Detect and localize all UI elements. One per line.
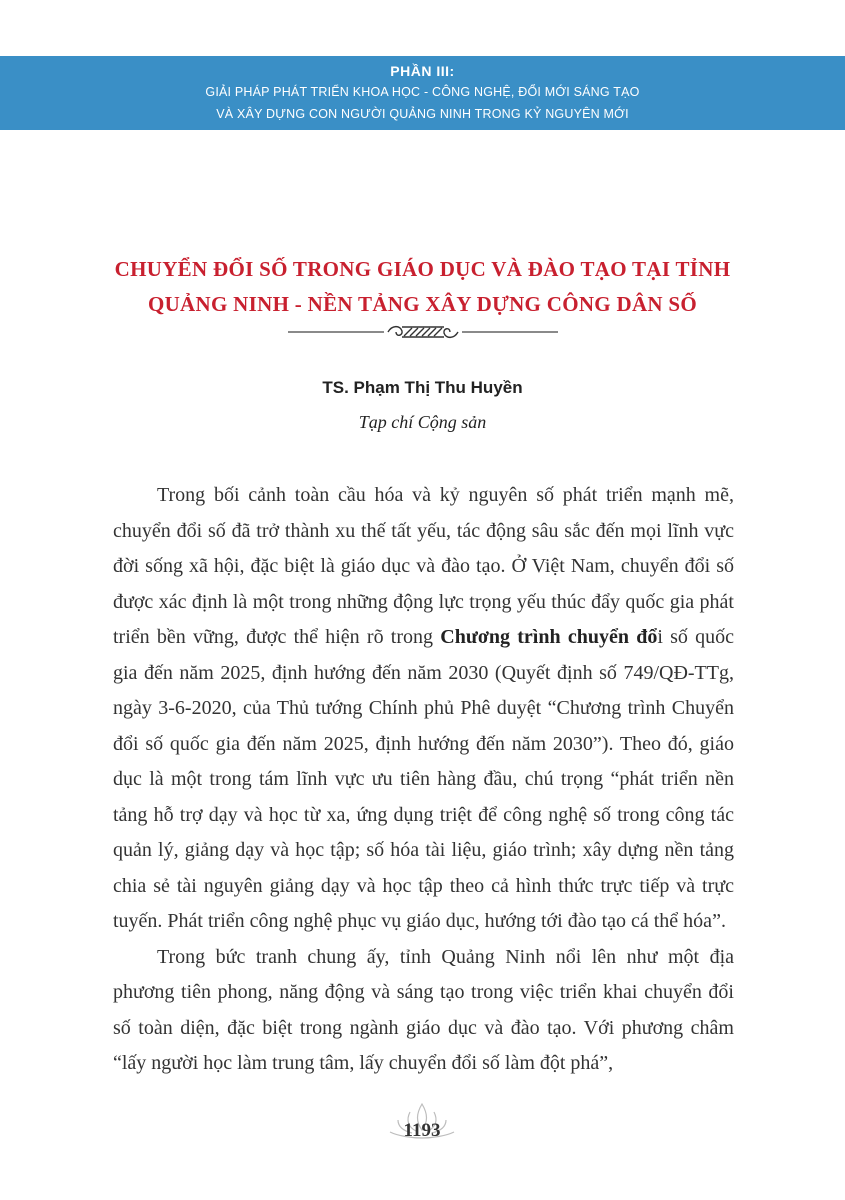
article-title <box>60 252 785 322</box>
article-body <box>113 478 734 1082</box>
page-number-block <box>372 1100 472 1150</box>
article-title-line2: QUẢNG NINH - NỀN TẢNG XÂY DỰNG CÔNG DÂN SỐ <box>147 292 698 316</box>
page-number: 1193 <box>403 1120 441 1141</box>
part-label: PHẦN III: <box>390 63 455 79</box>
author-name: TS. Phạm Thị Thu Huyền <box>322 378 523 397</box>
body-paragraph-2: Trong bức tranh chung ấy, tỉnh Quảng Ninh nổi lên như một địa phương tiên phong, năng động và sáng tạo trong việc triển khai chuyển đổi số toàn diện, đặc biệt trong ngành giáo dục và đào tạo. Với phương châm “lấy người học làm trung tâm, lấy chuyển đổi số làm đột phá”, <box>113 945 734 1074</box>
paragraph-1-text-a: Trong bối cảnh toàn cầu hóa và kỷ nguyên số phát triển mạnh mẽ, chuyển đổi số đã trở thành xu thế tất yếu, tác động sâu sắc đến mọi lĩnh vực đời sống xã hội, đặc biệt là giáo dục và đào tạo. Ở Việt Nam, chuyển đổi số được xác định là một trong những động lực trọng yếu thúc đẩy quốc gia phát triển bền vững, được thể hiện rõ trong <box>113 484 734 648</box>
author-affiliation: Tạp chí Cộng sản <box>358 412 487 432</box>
section-header-band <box>0 56 845 130</box>
paragraph-1-text-b: i số quốc gia đến năm 2025, định hướng đến năm 2030 (Quyết định số 749/QĐ-TTg, ngày 3-6-2020, của Thủ tướng Chính phủ Phê duyệt “Chương trình Chuyển đổi số quốc gia đến năm 2025, định hướng đến năm 2030”). Theo đó, giáo dục là một trong tám lĩnh vực ưu tiên hàng đầu, chú trọng “phát triển nền tảng hỗ trợ dạy và học từ xa, ứng dụng triệt để công nghệ số trong công tác quản lý, giảng dạy và học tập; số hóa tài liệu, giáo trình; xây dựng nền tảng chia sẻ tài nguyên giảng dạy và học tập theo cả hình thức trực tiếp và trực tuyến. Phát triển công nghệ phục vụ giáo dục, hướng tới đào tạo cá thể hóa”. <box>113 626 735 932</box>
paragraph-1-bold-text: Chương trình chuyển đổ <box>440 626 658 648</box>
part-subtitle-line1: GIẢI PHÁP PHÁT TRIỂN KHOA HỌC - CÔNG NGHỆ, ĐỔI MỚI SÁNG TẠO <box>205 85 640 99</box>
article-title-line1: CHUYỂN ĐỔI SỐ TRONG GIÁO DỤC VÀ ĐÀO TẠO TẠI TỈNH <box>114 257 731 281</box>
body-paragraph-1 <box>113 478 734 940</box>
title-ornament-divider <box>288 322 558 342</box>
part-subtitle-line2: VÀ XÂY DỰNG CON NGƯỜI QUẢNG NINH TRONG KỶ NGUYÊN MỚI <box>216 107 629 121</box>
